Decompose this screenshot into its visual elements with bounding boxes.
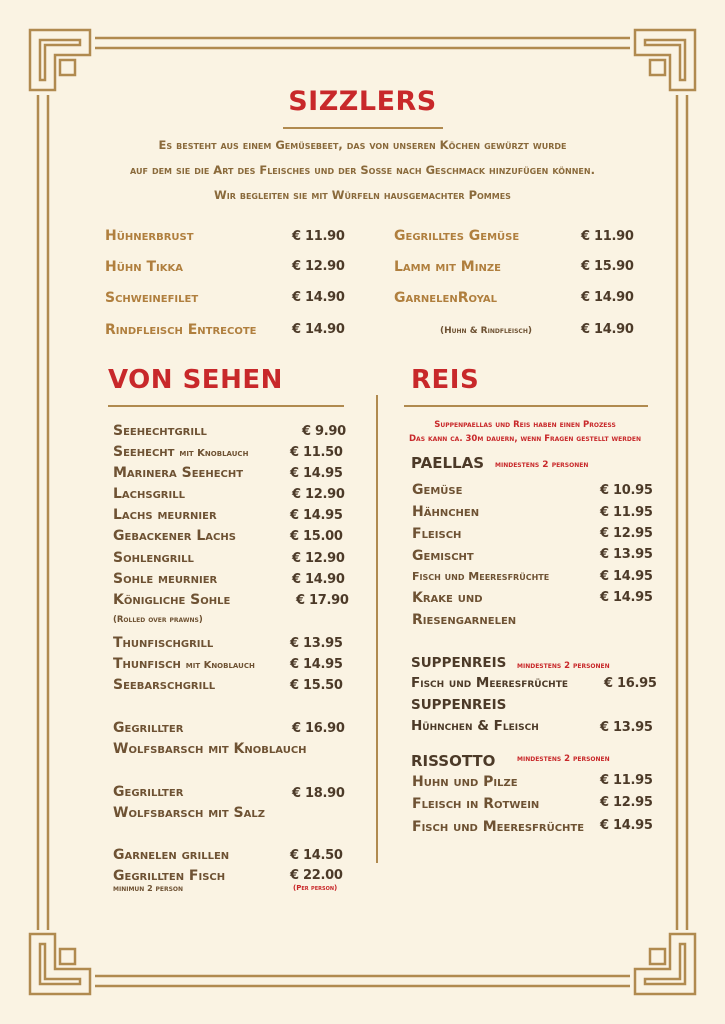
paellas-note: mindestens 2 personen bbox=[495, 460, 589, 470]
menu-item-price: € 14.90 bbox=[292, 290, 345, 305]
fish-item-name: Thunfischgrill bbox=[113, 635, 214, 651]
menu-item-price: € 14.90 bbox=[581, 290, 634, 305]
fish-item-price: € 16.90 bbox=[292, 721, 345, 736]
intro-line: Wir begleiten sie mit Würfeln hausgemachter Pommes bbox=[214, 188, 511, 202]
fish-item-price: € 14.50 bbox=[290, 848, 343, 863]
fish-item-price: € 14.95 bbox=[290, 466, 343, 481]
fish-item-price: € 11.50 bbox=[290, 445, 343, 460]
rissotto-item-name: Fleisch in Rotwein bbox=[412, 796, 540, 812]
menu-item-price: € 14.90 bbox=[581, 322, 634, 337]
intro-line: auf dem sie die Art des Fleisches und der Soße nach Geschmack hinzufügen können. bbox=[130, 163, 595, 177]
reis-underline bbox=[404, 405, 648, 407]
fish-item-suffix: mit Knoblauch bbox=[179, 448, 249, 459]
fish-item-name: Gegrillten Fisch bbox=[113, 868, 226, 884]
menu-item-name: Hühnerbrust bbox=[105, 228, 194, 244]
rissotto-item-price: € 14.95 bbox=[600, 818, 653, 833]
menu-item-price: € 12.90 bbox=[292, 259, 345, 274]
paella-item-name: Fisch und Meeresfrüchte bbox=[412, 570, 550, 583]
reis-notice bbox=[390, 418, 660, 446]
fish-item-name: Königliche Sohle bbox=[113, 592, 231, 608]
paella-item-price: € 12.95 bbox=[600, 526, 653, 541]
price-note: (Per person) bbox=[293, 884, 338, 892]
menu-item-price: € 15.90 bbox=[581, 259, 634, 274]
notice-line: Das kann ca. 30m dauern, wenn Fragen gestellt werden bbox=[409, 434, 641, 444]
suppenreis-item-name: Hühnchen & Fleisch bbox=[411, 718, 539, 734]
menu-item-name: Rindfleisch Entrecote bbox=[105, 322, 257, 338]
rissotto-item-name: Fisch und Meeresfrüchte bbox=[412, 819, 585, 835]
fish-item-name: Seebarschgrill bbox=[113, 677, 216, 693]
rissotto-item-price: € 11.95 bbox=[600, 773, 653, 788]
fish-item-price: € 14.95 bbox=[290, 508, 343, 523]
paella-item-name: Gemüse bbox=[412, 482, 463, 498]
paellas-heading: PAELLAS bbox=[411, 454, 485, 472]
fish-item-name: Garnelen grillen bbox=[113, 847, 230, 863]
fish-item-name: Lachs meurnier bbox=[113, 507, 217, 523]
fish-item-name: Marinera Seehecht bbox=[113, 465, 244, 481]
sizzlers-intro bbox=[60, 133, 665, 208]
fish-item-price: € 15.50 bbox=[290, 678, 343, 693]
menu-item-price: € 11.90 bbox=[581, 229, 634, 244]
corner-knot-bottom-left bbox=[30, 934, 90, 994]
menu-item-name: Hühn Tikka bbox=[105, 259, 183, 275]
fish-item-label: Thunfisch bbox=[113, 656, 181, 672]
sizzlers-title: SIZZLERS bbox=[288, 86, 437, 117]
corner-knot-top-right bbox=[635, 30, 695, 90]
fish-item-price: € 14.95 bbox=[290, 657, 343, 672]
column-divider bbox=[376, 395, 378, 863]
menu-item-name: Schweinefilet bbox=[105, 290, 199, 306]
paella-item-price: € 14.95 bbox=[600, 590, 653, 605]
von-sehen-underline bbox=[108, 405, 344, 407]
fish-item-name: Sohle meurnier bbox=[113, 571, 218, 587]
rissotto-item-name: Huhn und Pilze bbox=[412, 774, 518, 790]
suppenreis-item-price: € 16.95 bbox=[604, 676, 657, 691]
fish-item-name: Sohlengrill bbox=[113, 550, 194, 566]
fish-item-note: minimun 2 person bbox=[113, 884, 184, 893]
menu-item-name: GarnelenRoyal bbox=[394, 290, 498, 306]
menu-item-price: € 11.90 bbox=[292, 229, 345, 244]
rissotto-note: mindestens 2 personen bbox=[517, 754, 610, 764]
corner-knot-bottom-right bbox=[635, 934, 695, 994]
fish-item-name: Gegrillter bbox=[113, 784, 184, 800]
fish-item-suffix: mit Knoblauch bbox=[185, 660, 255, 671]
intro-line: Es besteht aus einem Gemüsebeet, das von unseren Köchen gewürzt wurde bbox=[158, 138, 567, 152]
paella-item-name: Hähnchen bbox=[412, 504, 480, 520]
menu-item-name: Lamm mit Minze bbox=[394, 259, 501, 275]
menu-item-price: € 14.90 bbox=[292, 322, 345, 337]
rissotto-heading: RISSOTTO bbox=[411, 752, 496, 770]
paella-item-price: € 11.95 bbox=[600, 505, 653, 520]
fish-item-name: Wolfsbarsch mit Salz bbox=[113, 805, 266, 821]
suppenreis-heading-2: SUPPENREIS bbox=[411, 697, 507, 713]
paella-item-name: Gemischt bbox=[412, 548, 474, 564]
sizzlers-underline bbox=[283, 127, 443, 129]
suppenreis-note: mindestens 2 personen bbox=[517, 661, 610, 671]
notice-line: Suppenpaellas und Reis haben einen Prozess bbox=[434, 420, 616, 430]
paella-item-name: Krake und bbox=[412, 590, 483, 606]
rissotto-item-price: € 12.95 bbox=[600, 795, 653, 810]
fish-item-price: € 15.00 bbox=[290, 529, 343, 544]
fish-item-name: Lachsgrill bbox=[113, 486, 185, 502]
reis-title: REIS bbox=[411, 365, 480, 395]
fish-item-price: € 22.00 bbox=[290, 868, 343, 883]
fish-item-name: Seehechtgrill bbox=[113, 423, 207, 439]
paella-item-price: € 13.95 bbox=[600, 547, 653, 562]
von-sehen-title: VON SEHEN bbox=[108, 365, 283, 395]
menu-item-note: (Huhn & Rindfleisch) bbox=[440, 326, 532, 336]
paella-item-name: Riesengarnelen bbox=[412, 612, 517, 628]
fish-item-price: € 12.90 bbox=[292, 551, 345, 566]
fish-item-price: € 17.90 bbox=[296, 593, 349, 608]
fish-item-price: € 18.90 bbox=[292, 786, 345, 801]
fish-item-name: Gebackener Lachs bbox=[113, 528, 236, 544]
corner-knot-top-left bbox=[30, 30, 90, 90]
paella-item-name: Fleisch bbox=[412, 526, 462, 542]
fish-item-name bbox=[113, 656, 255, 672]
suppenreis-item-name: Fisch und Meeresfrüchte bbox=[411, 675, 569, 691]
paella-item-price: € 10.95 bbox=[600, 483, 653, 498]
fish-item-name bbox=[113, 444, 248, 460]
suppenreis-heading: SUPPENREIS bbox=[411, 655, 507, 671]
paella-item-price: € 14.95 bbox=[600, 569, 653, 584]
fish-item-price: € 13.95 bbox=[290, 636, 343, 651]
suppenreis-item-price: € 13.95 bbox=[600, 720, 653, 735]
fish-item-price: € 9.90 bbox=[302, 424, 346, 439]
rolled-note: (Rolled over prawns) bbox=[113, 615, 203, 625]
fish-item-price: € 14.90 bbox=[292, 572, 345, 587]
fish-item-label: Seehecht bbox=[113, 444, 175, 460]
fish-item-price: € 12.90 bbox=[292, 487, 345, 502]
fish-item-name: Wolfsbarsch mit Knoblauch bbox=[113, 741, 307, 757]
fish-item-name: Gegrillter bbox=[113, 720, 184, 736]
menu-item-name: Gegrilltes Gemüse bbox=[394, 228, 520, 244]
